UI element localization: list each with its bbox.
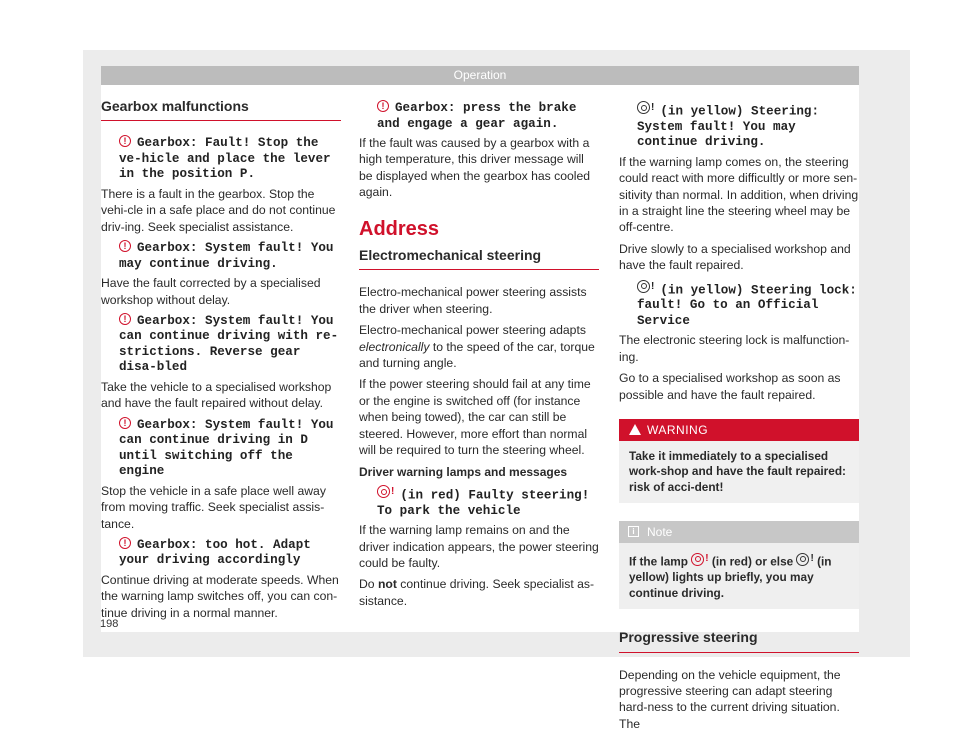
paragraph: If the fault was caused by a gearbox with a high temperature, this driver message will be displayed when the gearbox has cooled again. <box>359 136 591 200</box>
paragraph: Electro-mechanical power steering assists the driver when steering. <box>359 285 587 316</box>
section-title-progressive: Progressive steering <box>619 629 758 646</box>
driver-message-text: Gearbox: press the brake and engage a gear again. <box>377 101 577 131</box>
warning-label: WARNING <box>647 422 709 437</box>
paragraph: If the warning lamp remains on and the driver indication appears, the power steering could be faulty. <box>359 523 599 570</box>
paragraph: Depending on the vehicle equipment, the progressive steering can adapt steering hard-ness to the current driving situation. The <box>619 667 841 731</box>
info-icon: i <box>628 526 639 537</box>
paragraph: There is a fault in the gearbox. Stop the vehi-cle in a safe place and do not continue driv-ing. Seek specialist assistance. <box>101 186 336 234</box>
paragraph: If the warning lamp comes on, the steering could react with more difficultly or more sen-sitivity than normal. In addition, when driving in a straight line the steering wheel may be off-centre. <box>619 154 859 235</box>
driver-message-text: (in yellow) Steering: System fault! You may continue driving. <box>637 104 820 150</box>
note-text: If the lamp ! (in red) or else ! (in yellow) lights up briefly, you may continue driving. <box>629 553 832 600</box>
steering-warning-icon: ! <box>796 551 813 567</box>
note-header <box>619 521 859 543</box>
paragraph: Electro-mechanical power steering adapts electronically to the speed of the car, torque and turning angle. <box>359 323 595 371</box>
driver-message <box>359 100 599 132</box>
driver-message-text: Gearbox: System fault! You can continue driving with re-strictions. Reverse gear disa-bled <box>119 313 339 375</box>
note-label: Note <box>647 525 673 540</box>
warning-circle-icon <box>377 100 389 117</box>
steering-warning-icon: ! <box>691 551 708 567</box>
driver-message <box>101 417 341 480</box>
warning-circle-icon <box>119 537 131 554</box>
warning-circle-icon <box>119 313 131 330</box>
driver-message-text: Gearbox: System fault! You may continue driving. <box>119 241 334 271</box>
steering-warning-icon: ! <box>637 100 654 116</box>
column-3 <box>619 92 859 737</box>
section-rule <box>101 120 341 121</box>
warning-text: Take it immediately to a specialised work-shop and have the fault repaired: risk of acci-dent! <box>629 448 846 494</box>
warning-circle-icon <box>119 135 131 152</box>
warning-box <box>619 419 859 504</box>
paragraph: Drive slowly to a specialised workshop and have the fault repaired. <box>619 241 851 273</box>
driver-message <box>101 313 341 376</box>
subheading: Driver warning lamps and messages <box>359 464 568 479</box>
driver-message <box>101 537 341 569</box>
driver-message-text: Gearbox: too hot. Adapt your driving accordingly <box>119 537 311 568</box>
warning-header <box>619 419 859 441</box>
section-rule <box>359 269 599 270</box>
warning-circle-icon <box>119 417 131 434</box>
driver-message-text: (in red) Faulty steering! To park the vehicle <box>377 488 590 518</box>
warning-triangle-icon <box>629 424 641 435</box>
paragraph: Do not continue driving. Seek specialist as-sistance. <box>359 577 595 608</box>
section-title-gearbox: Gearbox malfunctions <box>101 98 249 114</box>
paragraph: Have the fault corrected by a specialised workshop without delay. <box>101 276 321 307</box>
driver-message-text: Gearbox: System fault! You can continue driving in D until switching off the engine <box>119 417 334 479</box>
column-2 <box>359 92 599 614</box>
section-rule <box>619 652 859 653</box>
page-number: 198 <box>100 618 119 630</box>
column-1 <box>101 92 341 626</box>
section-title-steering: Electromechanical steering <box>359 247 542 264</box>
driver-message-text: (in yellow) Steering lock: fault! Go to an Official Service <box>637 282 857 328</box>
address-title: Address <box>359 217 440 240</box>
steering-warning-icon: ! <box>377 484 394 500</box>
warning-circle-icon <box>119 240 131 257</box>
driver-message <box>359 484 599 519</box>
paragraph: Continue driving at moderate speeds. When the warning lamp switches off, you can con-tinue driving in a normal manner. <box>101 572 339 620</box>
steering-warning-icon: ! <box>637 279 654 295</box>
driver-message <box>101 240 341 272</box>
driver-message <box>619 100 859 151</box>
driver-message <box>619 279 859 330</box>
header-bar: Operation <box>101 66 859 85</box>
paragraph: Go to a specialised workshop as soon as possible and have the fault repaired. <box>619 371 841 402</box>
note-box <box>619 521 859 609</box>
driver-message-text: Gearbox: Fault! Stop the ve-hicle and place the lever in the position P. <box>119 136 331 182</box>
paragraph: Take the vehicle to a specialised workshop and have the fault repaired without delay. <box>101 379 332 411</box>
paragraph: Stop the vehicle in a safe place well away from moving traffic. Seek specialist assis-tance. <box>101 483 326 531</box>
paragraph: The electronic steering lock is malfunction-ing. <box>619 333 850 364</box>
driver-message <box>101 135 341 183</box>
paragraph: If the power steering should fail at any time or the engine is switched off (for instance when being towed), the car can still be steered. However, more effort than normal will be required to turn the steering wheel. <box>359 377 591 458</box>
